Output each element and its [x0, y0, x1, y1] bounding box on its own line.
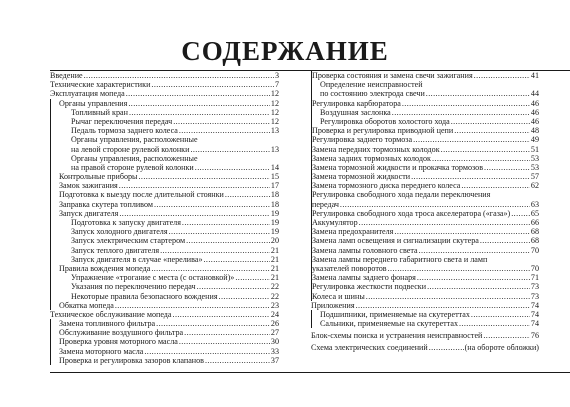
toc-entry: [311, 227, 539, 236]
toc-dot-leader: [129, 108, 270, 117]
toc-page-number: 48: [530, 126, 539, 136]
toc-entry-title: Педаль тормоза заднего колеса: [71, 126, 178, 136]
toc-entry: [311, 331, 539, 340]
toc-page-number: 23: [270, 300, 279, 310]
toc-entry-title: Блок-схемы поиска и устранения неисправностей: [311, 331, 483, 341]
toc-entry-title: Упражнение «трогание с места (с остановкой)»: [71, 273, 235, 283]
toc-page-number: 46: [530, 116, 539, 126]
toc-page-number: 70: [530, 245, 539, 255]
toc-entry-title: Проверка и регулировка зазоров клапанов: [59, 355, 204, 365]
toc-dot-leader: [426, 89, 530, 98]
toc-page-number: 44: [530, 89, 539, 99]
toc-entry: [50, 273, 279, 282]
toc-entry: [50, 99, 279, 108]
toc-entry: [311, 301, 539, 310]
toc-dot-leader: [184, 328, 270, 337]
toc-dot-leader: [366, 292, 530, 301]
toc-dot-leader: [197, 282, 270, 291]
toc-entry: [50, 356, 279, 365]
toc-entry-title: Техническое обслуживание мопеда: [50, 309, 172, 319]
toc-entry-title: Схема электрических соединений: [311, 343, 428, 353]
toc-dot-leader: [190, 145, 269, 154]
toc-page-number: [538, 190, 539, 199]
toc-dot-leader: [419, 246, 530, 255]
toc-dot-leader: [441, 145, 530, 154]
toc-entry-title: Замена ламп освещения и сигнализации скутера: [312, 236, 479, 246]
toc-page-number: 17: [270, 181, 279, 191]
toc-entry-title: Замена топливного фильтра: [59, 319, 156, 329]
toc-entry-title: Рычаг переключения передач: [71, 116, 173, 126]
toc-page-number: 65: [530, 208, 539, 218]
toc-entry-title: Замена тормозной жидкости и прокачка тормозов: [312, 162, 484, 172]
toc-entry-title: Регулировка заднего тормоза: [312, 135, 413, 145]
toc-page-number: 12: [270, 107, 279, 117]
toc-dot-leader: [182, 218, 270, 227]
toc-entry: [50, 108, 279, 117]
toc-dot-leader: [511, 209, 530, 218]
toc-page-number: (на обороте обложки): [464, 343, 539, 353]
toc-entry-title: Органы управления, расположенные: [71, 153, 198, 163]
page-title: СОДЕРЖАНИЕ: [181, 36, 389, 66]
toc-dot-leader: [154, 200, 270, 209]
toc-page-number: [278, 135, 279, 144]
toc-entry-title: Регулировка жесткости подвески: [312, 282, 427, 292]
toc-dot-leader: [454, 126, 530, 135]
toc-dot-leader: [219, 292, 270, 301]
toc-page-number: 37: [270, 355, 279, 365]
toc-dot-leader: [424, 80, 538, 89]
toc-page-number: 21: [270, 273, 279, 283]
toc-dot-leader: [179, 337, 270, 346]
toc-page-number: 24: [270, 309, 279, 319]
toc-entry-title: на левой стороне рулевой колонки: [71, 144, 190, 154]
toc-page-number: 71: [530, 273, 539, 283]
toc-page-number: 21: [270, 254, 279, 264]
toc-left-column: [50, 71, 279, 365]
toc-dot-leader: [484, 163, 530, 172]
toc-dot-leader: [491, 190, 538, 199]
toc-dot-leader: [115, 301, 270, 310]
toc-entry: [50, 227, 279, 236]
toc-entry: [311, 108, 539, 117]
toc-dot-leader: [340, 200, 530, 209]
toc-page-number: 12: [270, 98, 279, 108]
toc-entry-title: Проверка уровня моторного масла: [59, 337, 178, 347]
toc-page-number: 74: [530, 319, 539, 329]
toc-page-number: 12: [270, 116, 279, 126]
toc-entry: [50, 319, 279, 328]
toc-dot-leader: [199, 154, 278, 163]
toc-page-number: 41: [530, 71, 539, 80]
toc-dot-leader: [413, 135, 530, 144]
toc-entry: [311, 145, 539, 154]
toc-page-number: 15: [270, 172, 279, 182]
toc-entry: [50, 89, 279, 98]
toc-page-number: 73: [530, 282, 539, 292]
toc-entry: [50, 126, 279, 135]
toc-entry: [50, 80, 279, 89]
toc-dot-leader: [173, 310, 270, 319]
toc-entry: [311, 181, 539, 190]
toc-page-number: 70: [530, 263, 539, 273]
toc-dot-leader: [432, 154, 530, 163]
toc-page-number: 13: [270, 144, 279, 154]
toc-entry: [50, 181, 279, 190]
toc-entry-title: Органы управления, расположенные: [71, 135, 198, 145]
toc-entry: [50, 310, 279, 319]
toc-entry-title: Приложения: [311, 300, 355, 310]
toc-page-number: 57: [530, 172, 539, 182]
toc-entry: [50, 236, 279, 245]
toc-entry-title: Проверка состояния и замена свечи зажигания: [312, 71, 473, 80]
toc-entry: [311, 292, 539, 301]
toc-entry-title: Замена лампы головного света: [312, 245, 418, 255]
toc-page-number: 21: [270, 245, 279, 255]
toc-entry: [311, 99, 539, 108]
toc-entry-title: Замена моторного масла: [59, 346, 144, 356]
toc-entry: [311, 343, 539, 352]
toc-page-number: 18: [270, 190, 279, 200]
toc-dot-leader: [411, 172, 530, 181]
toc-dot-leader: [474, 71, 530, 80]
toc-entry-title: Некоторые правила безопасного вождения: [71, 291, 218, 301]
toc-dot-leader: [205, 356, 270, 365]
toc-entry: [311, 190, 539, 199]
toc-page-number: 51: [530, 144, 539, 154]
toc-dot-leader: [144, 347, 270, 356]
toc-page-number: [278, 154, 279, 163]
toc-entry: [311, 255, 539, 264]
toc-page-number: [538, 255, 539, 264]
toc-entry: [50, 190, 279, 199]
toc-entry-title: Заправка скутера топливом: [59, 199, 153, 209]
toc-page-number: 14: [270, 162, 279, 172]
toc-entry-title: Определение неисправностей: [320, 80, 423, 90]
toc-entry-title: Аккумулятор: [312, 218, 358, 227]
toc-right-column: [311, 71, 539, 353]
toc-entry-title: Запуск холодного двигателя: [71, 227, 168, 237]
toc-dot-leader: [156, 319, 270, 328]
toc-entry: [311, 319, 539, 328]
toc-page-number: 33: [270, 346, 279, 356]
toc-page-number: 22: [270, 282, 279, 292]
toc-page-number: 19: [270, 227, 279, 237]
toc-entry-title: Регулировка свободного хода педали переключения: [312, 190, 491, 200]
toc-dot-leader: [173, 117, 270, 126]
toc-dot-leader: [356, 301, 530, 310]
toc-page-number: 73: [530, 291, 539, 301]
toc-dot-leader: [225, 190, 270, 199]
toc-dot-leader: [488, 255, 538, 264]
toc-entry-title: Замок зажигания: [59, 181, 118, 191]
toc-dot-leader: [84, 71, 274, 80]
toc-dot-leader: [186, 236, 270, 245]
toc-entry-title: Топливный кран: [71, 107, 128, 117]
toc-entry-title: Обкатка мопеда: [59, 300, 114, 310]
toc-entry: [311, 209, 539, 218]
toc-dot-leader: [128, 99, 270, 108]
toc-dot-leader: [392, 108, 530, 117]
toc-entry: [311, 218, 539, 227]
toc-entry: [311, 200, 539, 209]
toc-dot-leader: [126, 89, 270, 98]
toc-page-number: 66: [530, 218, 539, 227]
toc-entry: [50, 264, 279, 273]
toc-entry-title: Указания по переключению передач: [71, 282, 196, 292]
toc-entry-title: Подготовка к запуску двигателя: [71, 218, 181, 227]
toc-dot-leader: [483, 331, 530, 340]
toc-entry-title: передач: [312, 199, 339, 209]
toc-entry-title: Регулировка карбюратора: [312, 98, 401, 108]
toc-page-number: 46: [530, 107, 539, 117]
toc-entry: [50, 347, 279, 356]
toc-dot-leader: [359, 218, 530, 227]
toc-dot-leader: [471, 310, 530, 319]
toc-dot-leader: [195, 163, 270, 172]
bottom-rule: [50, 372, 570, 373]
toc-dot-leader: [169, 227, 270, 236]
toc-page-number: 53: [530, 162, 539, 172]
toc-entry: [50, 255, 279, 264]
toc-entry: [311, 282, 539, 291]
toc-page-number: 12: [270, 89, 279, 99]
toc-entry-title: Запуск электрическим стартером: [71, 236, 186, 246]
toc-entry: [311, 172, 539, 181]
toc-entry: [311, 135, 539, 144]
toc-entry-title: Введение: [50, 71, 83, 80]
toc-entry: [311, 154, 539, 163]
toc-dot-leader: [480, 236, 530, 245]
toc-entry: [311, 126, 539, 135]
toc-entry: [50, 337, 279, 346]
toc-page-number: 68: [530, 236, 539, 246]
toc-dot-leader: [119, 181, 270, 190]
toc-entry-title: указателей поворотов: [312, 263, 387, 273]
toc-page-number: 3: [274, 71, 279, 80]
toc-entry: [311, 310, 539, 319]
toc-entry-title: Проверка и регулировка приводной цепи: [312, 126, 454, 136]
toc-page-number: 7: [274, 80, 279, 90]
toc-entry: [50, 71, 279, 80]
toc-entry: [311, 80, 539, 89]
toc-entry-title: Обслуживание воздушного фильтра: [59, 328, 184, 338]
toc-page-number: 22: [270, 291, 279, 301]
toc-entry: [311, 246, 539, 255]
toc-entry-title: Сальники, применяемые на скутереттах: [320, 319, 458, 329]
toc-page-number: 18: [270, 199, 279, 209]
toc-entry-title: Замена предохранителя: [312, 227, 394, 237]
toc-entry-title: Технические характеристики: [50, 80, 151, 90]
toc-page-number: 30: [270, 337, 279, 347]
toc-entry: [311, 117, 539, 126]
toc-page-number: [538, 80, 539, 89]
toc-entry: [50, 117, 279, 126]
toc-entry-title: на правой стороне рулевой колонки: [71, 162, 194, 172]
toc-entry-title: Органы управления: [59, 98, 128, 108]
toc-entry: [50, 246, 279, 255]
toc-entry-title: Правила вождения мопеда: [59, 263, 151, 273]
toc-entry-title: Воздушная заслонка: [320, 107, 391, 117]
toc-page-number: 62: [530, 181, 539, 191]
toc-dot-leader: [427, 282, 530, 291]
toc-dot-leader: [451, 117, 530, 126]
toc-entry: [50, 163, 279, 172]
toc-entry: [50, 218, 279, 227]
toc-page-number: 20: [270, 236, 279, 246]
toc-entry: [311, 163, 539, 172]
toc-dot-leader: [151, 80, 274, 89]
toc-entry-title: Контрольные приборы: [59, 172, 138, 182]
toc-entry: [50, 154, 279, 163]
toc-entry-title: Подготовка к выезду после длительной стоянки: [59, 190, 224, 200]
toc-dot-leader: [388, 264, 530, 273]
toc-page-number: 63: [530, 199, 539, 209]
toc-dot-leader: [151, 264, 270, 273]
toc-entry-title: Замена задних тормозных колодок: [312, 153, 431, 163]
toc-entry: [50, 209, 279, 218]
toc-page-number: 68: [530, 227, 539, 237]
toc-entry-title: Запуск двигателя в случае «перелива»: [71, 254, 203, 264]
toc-entry: [50, 135, 279, 144]
toc-entry-title: Эксплуатация мопеда: [50, 89, 125, 99]
toc-dot-leader: [199, 135, 278, 144]
toc-dot-leader: [461, 181, 530, 190]
toc-dot-leader: [119, 209, 270, 218]
toc-page-number: 19: [270, 218, 279, 227]
toc-dot-leader: [429, 343, 464, 352]
toc-entry-title: Замена тормозной жидкости: [312, 172, 411, 182]
toc-entry: [50, 292, 279, 301]
toc-page-number: 26: [270, 319, 279, 329]
toc-page-number: 76: [530, 331, 539, 341]
toc-dot-leader: [459, 319, 530, 328]
toc-entry-title: Замена лампы переднего габаритного света и ламп: [312, 254, 488, 264]
toc-entry-title: Замена тормозного диска переднего колеса: [312, 181, 461, 191]
toc-dot-leader: [138, 172, 269, 181]
toc-page-number: 27: [270, 328, 279, 338]
toc-dot-leader: [394, 227, 530, 236]
toc-entry: [50, 172, 279, 181]
toc-page-number: 53: [530, 153, 539, 163]
toc-page-number: 21: [270, 263, 279, 273]
toc-entry: [311, 273, 539, 282]
toc-dot-leader: [417, 273, 530, 282]
toc-page-number: 13: [270, 126, 279, 136]
toc-entry: [311, 89, 539, 98]
toc-entry-title: Замена передних тормозных колодок: [312, 144, 440, 154]
toc-dot-leader: [179, 126, 270, 135]
toc-dot-leader: [402, 99, 530, 108]
toc-entry: [50, 145, 279, 154]
toc-entry-title: Колеса и шины: [312, 291, 365, 301]
toc-page-number: 46: [530, 98, 539, 108]
toc-entry-title: Регулировка свободного хода троса акселератора («газа»): [312, 208, 511, 218]
toc-dot-leader: [160, 246, 270, 255]
toc-page-number: 19: [270, 208, 279, 218]
toc-entry-title: по состоянию электрода свечи: [320, 89, 425, 99]
toc-page-number: 49: [530, 135, 539, 145]
toc-entry-title: Регулировка оборотов холостого хода: [320, 116, 450, 126]
toc-entry: [50, 200, 279, 209]
toc-entry: [50, 328, 279, 337]
toc-entry-title: Запуск теплого двигателя: [71, 245, 160, 255]
toc-entry-title: Подшипники, применяемые на скутереттах: [320, 309, 470, 319]
toc-entry-title: Замена лампы заднего фонаря: [312, 273, 416, 283]
toc-entry: [311, 264, 539, 273]
toc-entry-title: Запуск двигателя: [59, 208, 119, 218]
toc-entry: [311, 236, 539, 245]
toc-entry: [50, 301, 279, 310]
toc-entry: [311, 71, 539, 80]
toc-page-number: 74: [530, 309, 539, 319]
toc-entry: [50, 282, 279, 291]
toc-dot-leader: [235, 273, 270, 282]
toc-dot-leader: [204, 255, 270, 264]
toc-page-number: 74: [530, 300, 539, 310]
